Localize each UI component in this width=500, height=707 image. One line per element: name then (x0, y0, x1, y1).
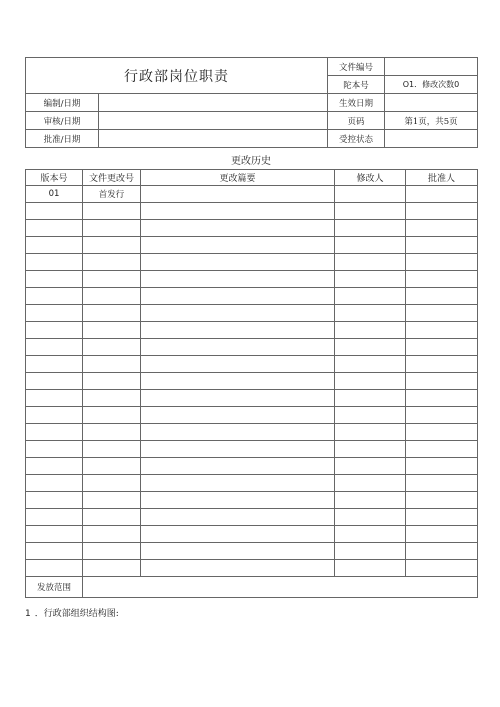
summary-cell (141, 339, 335, 356)
section-number: 1 (25, 609, 31, 619)
version-cell (26, 305, 83, 322)
approver-cell (406, 390, 478, 407)
approver-cell (406, 373, 478, 390)
modifier-cell (335, 271, 406, 288)
version-cell (26, 441, 83, 458)
col-summary: 更改篇要 (141, 170, 335, 186)
summary-cell (141, 390, 335, 407)
doc-number-value (385, 58, 478, 76)
version-cell (26, 560, 83, 577)
modifier-cell (335, 492, 406, 509)
summary-cell (141, 254, 335, 271)
summary-cell (141, 203, 335, 220)
col-version: 版本号 (26, 170, 83, 186)
version-cell (26, 458, 83, 475)
summary-cell (141, 424, 335, 441)
summary-cell (141, 186, 335, 203)
version-cell (26, 543, 83, 560)
effective-date-value (385, 94, 478, 112)
col-approver: 批准人 (406, 170, 478, 186)
approver-cell (406, 543, 478, 560)
modifier-cell (335, 390, 406, 407)
page-label: 页码 (328, 112, 385, 130)
distribution-label: 发放范围 (26, 577, 83, 598)
history-body (26, 186, 478, 577)
table-row (26, 271, 478, 288)
change-no-cell (83, 305, 141, 322)
change-no-cell (83, 458, 141, 475)
table-row (26, 441, 478, 458)
modifier-cell (335, 509, 406, 526)
summary-cell (141, 322, 335, 339)
section-text: ．行政部组织结构图: (34, 609, 119, 619)
version-cell (26, 237, 83, 254)
version-cell (26, 254, 83, 271)
table-row (26, 186, 478, 203)
change-no-cell (83, 254, 141, 271)
modifier-cell (335, 475, 406, 492)
doc-number-label: 文件编号 (328, 58, 385, 76)
version-cell (26, 526, 83, 543)
modifier-cell (335, 237, 406, 254)
approver-cell (406, 271, 478, 288)
approver-cell (406, 458, 478, 475)
page-value: 第1页，共5页 (385, 112, 478, 130)
version-value: O1．修改次数0 (385, 76, 478, 94)
table-row (26, 322, 478, 339)
author-date-label: 编制/日期 (26, 94, 99, 112)
table-row (26, 373, 478, 390)
version-cell (26, 271, 83, 288)
table-row (26, 492, 478, 509)
modifier-cell (335, 356, 406, 373)
modifier-cell (335, 305, 406, 322)
change-no-cell (83, 424, 141, 441)
summary-cell (141, 441, 335, 458)
approver-cell (406, 475, 478, 492)
history-header-row (26, 170, 478, 186)
version-cell (26, 407, 83, 424)
change-no-cell (83, 339, 141, 356)
approver-date-value (99, 130, 328, 148)
summary-cell (141, 271, 335, 288)
version-cell (26, 203, 83, 220)
section-heading (25, 606, 119, 619)
version-cell (26, 509, 83, 526)
summary-cell (141, 237, 335, 254)
distribution-value (83, 577, 478, 598)
change-no-cell (83, 203, 141, 220)
change-no-cell (83, 560, 141, 577)
summary-cell (141, 220, 335, 237)
modifier-cell (335, 441, 406, 458)
approver-cell (406, 356, 478, 373)
change-no-cell (83, 356, 141, 373)
summary-cell (141, 458, 335, 475)
table-row (26, 526, 478, 543)
table-row (26, 203, 478, 220)
modifier-cell (335, 543, 406, 560)
version-cell (26, 424, 83, 441)
approver-cell (406, 322, 478, 339)
table-row (26, 458, 478, 475)
version-cell (26, 322, 83, 339)
modifier-cell (335, 203, 406, 220)
approver-cell (406, 560, 478, 577)
approver-cell (406, 441, 478, 458)
table-row (26, 407, 478, 424)
table-row (26, 356, 478, 373)
modifier-cell (335, 339, 406, 356)
approver-cell (406, 237, 478, 254)
change-no-cell (83, 322, 141, 339)
version-cell (26, 220, 83, 237)
author-date-value (99, 94, 328, 112)
approver-cell (406, 288, 478, 305)
change-no-cell: 首发行 (83, 186, 141, 203)
change-no-cell (83, 237, 141, 254)
approver-cell (406, 407, 478, 424)
summary-cell (141, 526, 335, 543)
summary-cell (141, 475, 335, 492)
control-status-label: 受控状态 (328, 130, 385, 148)
approver-cell (406, 305, 478, 322)
distribution-row (26, 577, 478, 598)
document-control-table (25, 57, 478, 148)
table-row (26, 254, 478, 271)
version-cell (26, 390, 83, 407)
document-title: 行政部岗位职责 (26, 58, 328, 94)
approver-cell (406, 203, 478, 220)
modifier-cell (335, 458, 406, 475)
table-row (26, 424, 478, 441)
summary-cell (141, 492, 335, 509)
table-row (26, 220, 478, 237)
version-cell (26, 356, 83, 373)
summary-cell (141, 509, 335, 526)
summary-cell (141, 560, 335, 577)
approver-date-label: 批准/日期 (26, 130, 99, 148)
change-no-cell (83, 475, 141, 492)
modifier-cell (335, 526, 406, 543)
change-no-cell (83, 271, 141, 288)
table-row (26, 305, 478, 322)
modifier-cell (335, 220, 406, 237)
version-cell: 01 (26, 186, 83, 203)
modifier-cell (335, 373, 406, 390)
approver-cell (406, 492, 478, 509)
modifier-cell (335, 322, 406, 339)
modifier-cell (335, 424, 406, 441)
change-no-cell (83, 526, 141, 543)
effective-date-label: 生效日期 (328, 94, 385, 112)
summary-cell (141, 543, 335, 560)
change-history-title: 更改历史 (231, 156, 271, 167)
change-no-cell (83, 390, 141, 407)
change-no-cell (83, 509, 141, 526)
change-no-cell (83, 441, 141, 458)
change-history-table (25, 169, 478, 598)
table-row (26, 339, 478, 356)
change-no-cell (83, 220, 141, 237)
approver-cell (406, 186, 478, 203)
reviewer-date-label: 审核/日期 (26, 112, 99, 130)
approver-cell (406, 509, 478, 526)
change-no-cell (83, 543, 141, 560)
version-cell (26, 288, 83, 305)
summary-cell (141, 373, 335, 390)
table-row (26, 509, 478, 526)
change-no-cell (83, 373, 141, 390)
approver-cell (406, 339, 478, 356)
table-row (26, 288, 478, 305)
change-no-cell (83, 288, 141, 305)
summary-cell (141, 407, 335, 424)
summary-cell (141, 356, 335, 373)
table-row (26, 475, 478, 492)
approver-cell (406, 254, 478, 271)
version-label: 陀本号 (328, 76, 385, 94)
table-row (26, 237, 478, 254)
approver-cell (406, 424, 478, 441)
modifier-cell (335, 254, 406, 271)
approver-cell (406, 526, 478, 543)
version-cell (26, 339, 83, 356)
col-change-no: 文件更改号 (83, 170, 141, 186)
table-row (26, 560, 478, 577)
approver-cell (406, 220, 478, 237)
modifier-cell (335, 407, 406, 424)
change-no-cell (83, 407, 141, 424)
summary-cell (141, 288, 335, 305)
version-cell (26, 373, 83, 390)
version-cell (26, 475, 83, 492)
modifier-cell (335, 288, 406, 305)
summary-cell (141, 305, 335, 322)
version-cell (26, 492, 83, 509)
col-modifier: 修改人 (335, 170, 406, 186)
table-row (26, 543, 478, 560)
change-no-cell (83, 492, 141, 509)
reviewer-date-value (99, 112, 328, 130)
modifier-cell (335, 186, 406, 203)
modifier-cell (335, 560, 406, 577)
control-status-value (385, 130, 478, 148)
table-row (26, 390, 478, 407)
